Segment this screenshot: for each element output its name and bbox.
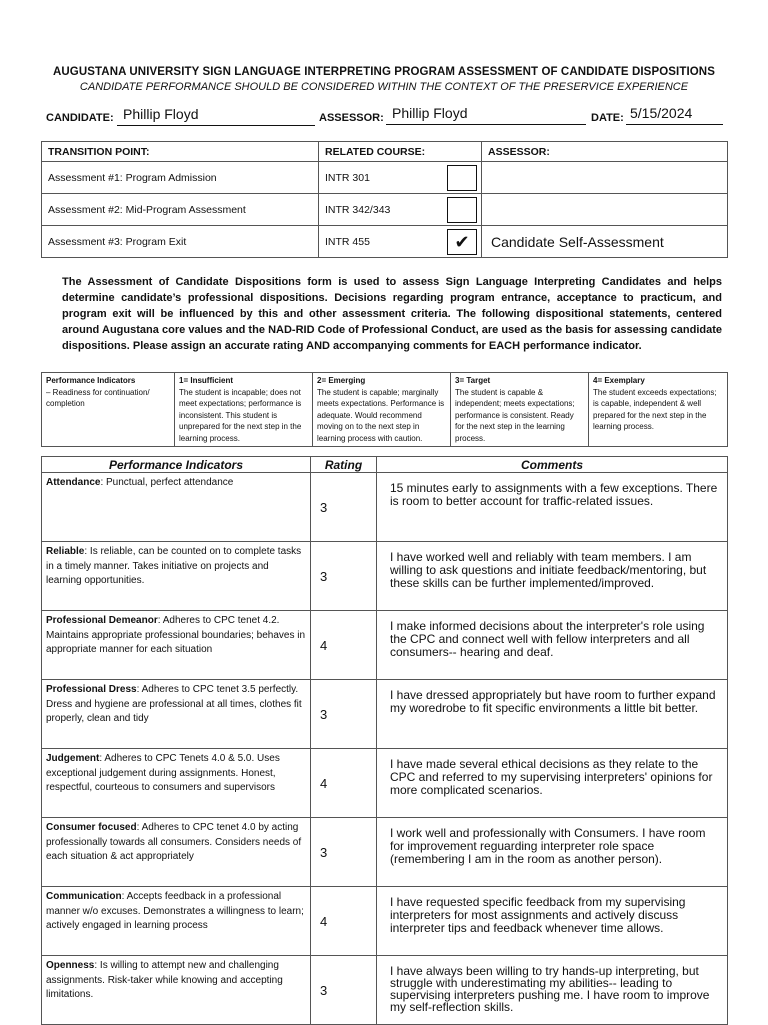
table-row: [42, 611, 728, 680]
assessor-label: ASSESSOR:: [319, 112, 384, 124]
scale-title: 4= Exemplary: [593, 376, 645, 385]
intro-paragraph: The Assessment of Candidate Dispositions form is used to assess Sign Language Interpreting Candidates and helps determine candidate’s professional dispositions. Decisions regarding program entrance, acceptance to practicum, and program exit will be influenced by this and other assessment criteria. The following dispositional statements, centered around Augustana core values and the NAD-RID Code of Professional Conduct, are used as the basis for assessing candidate dispositions. Please assign an accurate rating AND accompanying comments for EACH performance indicator.: [62, 276, 722, 352]
transition-point: Assessment #1: Program Admission: [42, 162, 319, 194]
scale-desc: The student is incapable; does not meet expectations; performance is inconsistent. This student is unprepared for the next step in the learning process.: [179, 387, 302, 443]
comment-cell[interactable]: I have always been willing to try hands-up interpreting, but struggle with underestimating my abilities-- leading to supervising interpreters pushing me. I have room to improve my self-reflection skills.: [377, 956, 728, 1025]
rating-cell[interactable]: 3: [311, 818, 377, 887]
indicator-cell: [42, 956, 311, 1025]
table-row: [42, 226, 728, 258]
date-value: 5/15/2024: [630, 105, 693, 121]
table-row: [42, 749, 728, 818]
scale-desc: The student is capable; marginally meets expectations. Performance is adequate. Would recommend moving on to the next step in learning process with caution.: [317, 387, 445, 443]
course-header: RELATED COURSE:: [319, 142, 482, 162]
assessment-1-checkbox[interactable]: [447, 165, 477, 191]
indicator-desc: : Is reliable, can be counted on to complete tasks in a timely manner. Takes initiative on projects and learning opportunities.: [46, 546, 302, 586]
comment-cell[interactable]: 15 minutes early to assignments with a few exceptions. There is room to better account for traffic-related issues.: [377, 473, 728, 542]
indicator-name: Communication: [46, 891, 122, 902]
scale-insufficient: [175, 373, 313, 447]
indicator-desc: : Adheres to CPC tenet 4.0 by acting professionally towards all consumers. Considers needs of each situation & act appropriately: [46, 822, 302, 862]
indicators-header: Performance Indicators: [42, 457, 311, 473]
transition-point: Assessment #2: Mid-Program Assessment: [42, 194, 319, 226]
form-subtitle: CANDIDATE PERFORMANCE SHOULD BE CONSIDERED WITHIN THE CONTEXT OF THE PRESERVICE EXPERIENCE: [79, 81, 689, 93]
indicator-name: Professional Demeanor: [46, 615, 158, 626]
indicator-desc: : Adheres to CPC tenet 3.5 perfectly. Dress and hygiene are professional at all times, clothes fit properly, clean and tidy: [46, 684, 302, 724]
indicator-desc: : Adheres to CPC Tenets 4.0 & 5.0. Uses exceptional judgement during assignments. Honest, respectful, courteous to consumers and supervisors: [46, 753, 280, 793]
candidate-field[interactable]: [117, 106, 315, 126]
transition-point: Assessment #3: Program Exit: [42, 226, 319, 258]
assessor-cell[interactable]: Candidate Self-Assessment: [482, 226, 728, 258]
table-row: [42, 818, 728, 887]
assessment-table: [41, 456, 728, 1025]
indicator-name: Judgement: [46, 753, 100, 764]
indicator-desc: : Punctual, perfect attendance: [100, 477, 234, 488]
scale-desc: – Readiness for continuation/ completion: [46, 387, 150, 408]
date-label: DATE:: [591, 112, 624, 124]
table-row: [42, 162, 728, 194]
scale-indicators: [42, 373, 175, 447]
indicator-cell: [42, 749, 311, 818]
assessment-2-checkbox[interactable]: [447, 197, 477, 223]
related-course: INTR 301: [319, 162, 439, 194]
indicator-cell: [42, 611, 311, 680]
indicator-cell: [42, 680, 311, 749]
comments-header: Comments: [377, 457, 728, 473]
scale-exemplary: [589, 373, 728, 447]
indicator-name: Openness: [46, 960, 95, 971]
indicator-desc: : Adheres to CPC tenet 4.2. Maintains appropriate professional boundaries; behaves in appropriate manner for each situation: [46, 615, 306, 655]
indicator-desc: : Is willing to attempt new and challenging assignments. Risk-taker while knowing and accepting limitations.: [46, 960, 283, 1000]
form-title: AUGUSTANA UNIVERSITY SIGN LANGUAGE INTERPRETING PROGRAM ASSESSMENT OF CANDIDATE DISPOSITIONS: [53, 66, 715, 78]
scale-title: 3= Target: [455, 376, 491, 385]
indicator-cell: [42, 473, 311, 542]
table-row: [42, 956, 728, 1025]
assessment-3-checkbox[interactable]: ✔: [447, 229, 477, 255]
table-row: [42, 473, 728, 542]
rating-cell[interactable]: 3: [311, 956, 377, 1025]
related-course: INTR 342/343: [319, 194, 439, 226]
transition-table: [41, 141, 728, 258]
related-course: INTR 455: [319, 226, 439, 258]
indicator-name: Attendance: [46, 477, 101, 488]
comment-cell[interactable]: I have requested specific feedback from my supervising interpreters for most assignments and actively discuss interpreter tips and feedback whenever time allows.: [377, 887, 728, 956]
assessor-cell[interactable]: [482, 194, 728, 226]
rating-cell[interactable]: 4: [311, 611, 377, 680]
rating-cell[interactable]: 3: [311, 473, 377, 542]
indicator-name: Reliable: [46, 546, 85, 557]
indicator-cell: [42, 887, 311, 956]
scale-desc: The student is capable & independent; meets expectations; performance is consistent. Ready for the next step in the learning process.: [455, 387, 575, 443]
comment-cell[interactable]: I work well and professionally with Consumers. I have room for improvement reguarding interpreter role space (remembering I am in the room as another person).: [377, 818, 728, 887]
assessor-field[interactable]: [386, 105, 586, 125]
rating-cell[interactable]: 3: [311, 542, 377, 611]
scale-desc: The student exceeds expectations; is capable, independent & well prepared for the next step in the learning process.: [593, 387, 717, 431]
table-row: [42, 680, 728, 749]
scale-title: 2= Emerging: [317, 376, 366, 385]
indicator-name: Consumer focused: [46, 822, 137, 833]
candidate-value: Phillip Floyd: [123, 106, 199, 122]
table-row: [42, 542, 728, 611]
table-row: [42, 194, 728, 226]
rating-cell[interactable]: 3: [311, 680, 377, 749]
scale-target: [451, 373, 589, 447]
rating-header: Rating: [311, 457, 377, 473]
date-field[interactable]: [626, 105, 723, 125]
transition-header: TRANSITION POINT:: [42, 142, 319, 162]
assessor-value: Phillip Floyd: [392, 105, 468, 121]
indicator-name: Professional Dress: [46, 684, 137, 695]
candidate-label: CANDIDATE:: [46, 112, 114, 124]
comment-cell[interactable]: I have made several ethical decisions as they relate to the CPC and referred to my supervising interpreters' opinions for more complicated scenarios.: [377, 749, 728, 818]
indicator-cell: [42, 542, 311, 611]
indicator-desc: : Accepts feedback in a professional manner w/o excuses. Demonstrates a willingness to learn; actively engaged in learning process: [46, 891, 304, 931]
rating-cell[interactable]: 4: [311, 887, 377, 956]
rating-scale: [41, 372, 728, 447]
assessor-cell[interactable]: [482, 162, 728, 194]
rating-cell[interactable]: 4: [311, 749, 377, 818]
comment-cell[interactable]: I have worked well and reliably with team members. I am willing to ask questions and initiate feedback/mentoring, but these skills can be further implemented/improved.: [377, 542, 728, 611]
comment-cell[interactable]: I make informed decisions about the interpreter's role using the CPC and connect well with fellow interpreters and all consumers-- hearing and deaf.: [377, 611, 728, 680]
scale-title: Performance Indicators: [46, 376, 136, 385]
indicator-cell: [42, 818, 311, 887]
assessor-header: ASSESSOR:: [482, 142, 728, 162]
comment-cell[interactable]: I have dressed appropriately but have room to further expand my woredrobe to fit specific environments a little bit better.: [377, 680, 728, 749]
scale-emerging: [313, 373, 451, 447]
scale-title: 1= Insufficient: [179, 376, 234, 385]
table-row: [42, 887, 728, 956]
